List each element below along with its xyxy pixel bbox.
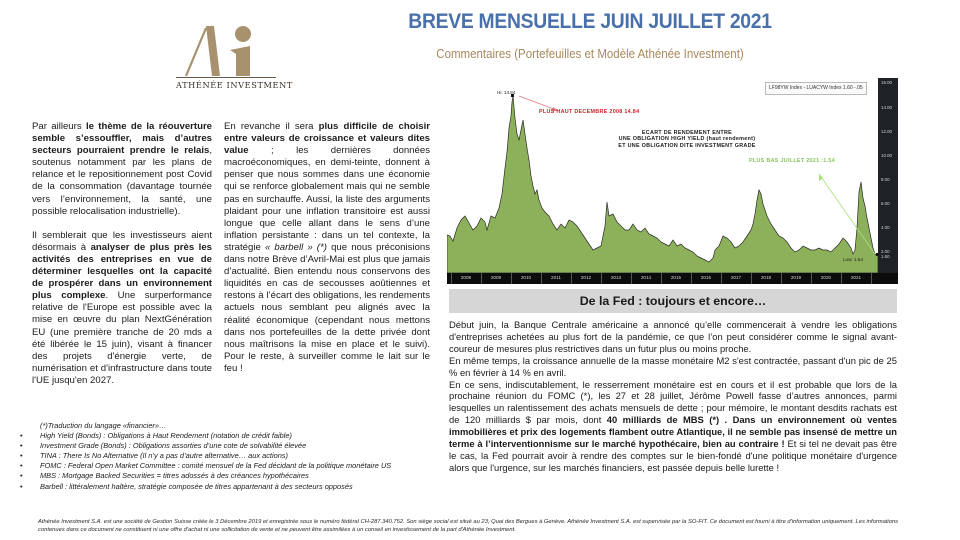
- y-tick: 4.00: [881, 225, 890, 230]
- glossary-list: [20, 431, 450, 492]
- spread-area-chart: [447, 78, 898, 285]
- glossary-item: • High Yield (Bonds) : Obligations à Haut Rendement (notation de crédit faible): [20, 431, 450, 441]
- text: , soutenus notamment par les plans de relance et le repositionnement post Covid de la consommation (davantage tournée vers l’environnement, la santé, une possible relocalisation industrielle).: [32, 145, 212, 217]
- high-marker-label: Hi: 14.84: [497, 90, 516, 95]
- y-tick: 6.00: [881, 201, 890, 206]
- x-tick: 2013: [610, 275, 622, 280]
- x-tick: 2011: [551, 275, 561, 280]
- high-annotation: PLUS HAUT DECEMBRE 2008 14.84: [539, 109, 640, 115]
- text: ; les dernières données macroéconomiques, en demi-teinte, donnent à penser que nous sommes dans une économie qui se renforce globalement mais qui ne semble pas en surchauffe. Aussi, la liste des arguments plaidant pour une inflation transitoire est aussi longue que celle allant dans le sens d’une inflation persistante : dans un tel contexte, la stratégie: [224, 145, 430, 253]
- y-tick: 10.00: [881, 153, 892, 158]
- logo-ai-mark-icon: [176, 24, 270, 78]
- paragraph-growth-vs-value: [224, 121, 430, 375]
- glossary-item: • MBS : Mortgage Backed Securities = titres adossés à des créances hypothécaires: [20, 471, 450, 481]
- bold-text: 40 milliards de MBS (*) . Dans un environnement où ventes immobilières et prix des logements flambent outre Atlantique, il ne semble pas insensé de mettre un terme à l’interventionnisme sur le marché hypothécaire, bien au contraire !: [449, 414, 897, 450]
- x-tick: 2017: [730, 275, 742, 280]
- bold-text: le thème de la réouverture semble s’essouffler, mais d’autres secteurs pourraient prendre le relais: [32, 121, 213, 157]
- footnotes-heading: (*)Traduction du langage «financier»…: [40, 421, 167, 430]
- fed-section-heading: De la Fed : toujours et encore…: [449, 289, 897, 313]
- x-tick: 2014: [640, 275, 652, 280]
- fed-paragraph: En même temps, la croissance annuelle de la masse monétaire M2 s'est contractée, passant d'un pic de 25 % en février à 14 % en avril.: [449, 354, 897, 378]
- y-tick: 16.00: [881, 80, 892, 85]
- text: Et si tel ne devait pas être le cas, la Fed pourrait avoir à rendre des comptes sur le bien-fondé d'une politique monétaire d'urgence alors que l'urgence, sur les marchés financiers, est passée depuis belle lurette !: [449, 438, 897, 473]
- x-tick: 2008: [460, 275, 472, 280]
- italic-text: « barbell » (*): [264, 241, 327, 253]
- x-tick: 2009: [490, 275, 502, 280]
- bold-text: plus difficile de choisir entre valeurs de croissance et valeurs dites value: [224, 121, 431, 157]
- company-logo: [176, 24, 293, 96]
- page-title: BREVE MENSUELLE JUIN JUILLET 2021: [408, 10, 772, 33]
- spread-area: [447, 96, 878, 273]
- chart-title-line: ET UNE OBLIGATION DITE INVESTMENT GRADE: [618, 142, 756, 149]
- text: Il semblerait que les investisseurs aient désormais à: [32, 229, 212, 253]
- y-tick: 12.00: [881, 129, 892, 134]
- y-tick: 2.00: [881, 249, 890, 254]
- paragraph-investors-analysis: [32, 230, 212, 387]
- chart-title-line: ECART DE RENDEMENT ENTRE: [641, 130, 733, 136]
- y-tick: 8.00: [881, 177, 890, 182]
- text: que nous préconisions dans notre Brève d’Avril-Mai est plus que jamais d’actualité. Bien entendu nous conservons des liquidités en cas de secousses aoûtiennes et restons à l’écart des obligations, les rendements actuels nous semblant peu alignés avec la réalité économique (cependant nous mettons dans nos portefeuilles de la dette privée dont nous maîtrisons la mise en place et le suivi). Pour le reste, à surveiller comme le lait sur le feu !: [224, 241, 431, 374]
- glossary-item: • FOMC : Federal Open Market Committee : comité mensuel de la Fed décidant de la politique monétaire US: [20, 461, 450, 471]
- x-tick: 2019: [790, 275, 802, 280]
- spread-chart: [447, 78, 898, 285]
- text: En ce sens, indiscutablement, le resserrement monétaire est en cours et il est probable que lors de la prochaine réunion du FOMC (*), les 27 et 28 juillet, Jérôme Powell fasse d’autres annonces, parmi lesquelles un ralentissement des achats mensuels de dette ; pour mémoire, le montant desdits rachats est de 120 milliards $ par mois, dont: [449, 378, 897, 426]
- paragraph-reopening-theme: [32, 121, 212, 218]
- x-tick: 2016: [700, 275, 712, 280]
- glossary-item: • TINA : There Is No Alternative (Il n’y a pas d’autre alternative… aux actions): [20, 451, 450, 461]
- bold-text: analyser de plus près les activités des entreprises en vue de déterminer lesquelles ont la capacité de prospérer dans un environnement plus complexe: [32, 241, 212, 302]
- glossary-item: • Investment Grade (Bonds) : Obligations assorties d’une cote de solvabilité élevée: [20, 441, 450, 451]
- low-annotation: PLUS BAS JUILLET 2021 :1.54: [749, 158, 835, 164]
- fed-section-body: [449, 319, 897, 474]
- text: En revanche il sera: [224, 121, 319, 132]
- x-tick: 2018: [760, 275, 772, 280]
- fed-paragraph: Début juin, la Banque Centrale américaine a annoncé qu’elle commencerait à vendre les obligations d'entreprises achetées au plus fort de la pandémie, ce que l’on peut considérer comme le signal avant-coureur de mesures plus restrictives dans un futur plus ou moins proche.: [449, 319, 897, 354]
- x-tick: 2020: [820, 275, 832, 280]
- x-tick: 2010: [520, 275, 532, 280]
- chart-legend: LF98YW Index - LUACYW Index 1.60 -.05: [765, 82, 867, 95]
- x-tick: 2021: [850, 275, 862, 280]
- footnotes-glossary: [20, 421, 450, 492]
- chart-title-line: UNE OBLIGATION HIGH YIELD (haut rendement): [618, 136, 756, 143]
- glossary-item: • Barbell : littéralement haltère, stratégie composée de titres appartenant à des secteurs opposés: [20, 482, 450, 492]
- fed-paragraph: [449, 379, 897, 474]
- x-tick: 2012: [580, 275, 592, 280]
- text: . Une surperformance relative de l'Europe est possible avec la mise en œuvre du plan NextGénération EU (une première tranche de 20 mds a été libérée le 15 juin), visant à financer des projets d'énergie verte, de numérisation et d'infrastructure dans toute l'UE jusqu'en 2027.: [32, 290, 212, 386]
- middle-text-column: [224, 121, 430, 387]
- low-marker-label: Low: 1.54: [843, 257, 863, 262]
- left-text-column: [32, 121, 212, 399]
- page-subtitle: Commentaires (Portefeuilles et Modèle Athénée Investment): [436, 47, 744, 61]
- x-tick: 2015: [670, 275, 682, 280]
- y-tick: 1.60: [881, 254, 890, 259]
- chart-title: [597, 130, 777, 149]
- text: Par ailleurs: [32, 121, 86, 132]
- y-tick: 14.00: [881, 105, 892, 110]
- logo-text: ATHÉNÉE INVESTMENT: [176, 77, 276, 90]
- legal-disclaimer: Athénée Investment S.A. est une société de Gestion Suisse créée le 3 Décembre 2019 et enregistrée sous le numéro fédéral CH-287.340.752. Son siège social est situé au 23, Quai des Bergues à Genève. Athénée Investment S.A. est supervisée par la SO-FIT. Ce document est fourni à titre d'information uniquement. Les informations contenues dans ce document ne constituent ni une offre d'achat ni une sollicitation de vente et ne peuvent être assimilées à un conseil en investissement de la part d'Athénée Investment.: [38, 519, 899, 534]
